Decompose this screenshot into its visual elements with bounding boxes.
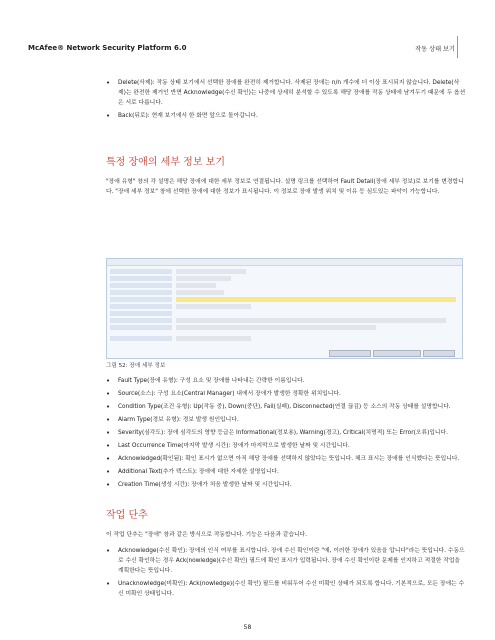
section-paragraph: "장애 유형" 창의 각 설명은 해당 장애에 대한 세부 정보로 연결됩니다. 설명 링크를 선택하여 Fault Detail(장애 세부 정보)로 보기를 변경합니다. "장애 세부 정보" 창에 선택한 장애에 대한 정보가 표시됩니다. 이 정보로 장애 발생 위치 및 이유 등 심도있는 파악이 가능합니다. xyxy=(106,179,464,195)
figure-caption: 그림 52: 장애 세부 정보 xyxy=(106,363,166,369)
section-fault-detail xyxy=(106,153,466,197)
section-action-buttons xyxy=(106,506,466,602)
bullet-alarm-type: • Alarm Type(경보 유형): 경보 발생 원인입니다. xyxy=(106,415,466,425)
fault-detail-screenshot xyxy=(106,258,463,359)
delete-button xyxy=(423,350,455,357)
document-title: McAfee® Network Security Platform 6.0 xyxy=(28,44,187,52)
section-heading: 작업 단추 xyxy=(106,510,148,521)
bullet-acknowledged: • Acknowledged(확인됨): 확인 표시가 없으면 아직 해당 장애를 선택하지 않았다는 뜻입니다. 체크 표시는 장애를 인식했다는 뜻입니다. xyxy=(106,454,466,464)
bullet-back: • Back(뒤로): 현재 보기에서 한 화면 앞으로 돌아갑니다. xyxy=(106,111,466,121)
bullet-delete: • Delete(삭제): 작동 상태 보기에서 선택한 장애를 완전히 제거합니다. 삭제된 장애는 n/n 개수에 더 이상 표시되지 않습니다. Delete(삭제)는 완전한 제거인 반면 Acknowledge(수신 확인)는 나중에 상세히 분석할 수 있도록 해당 장애를 작동 상태에 남겨두기 때문에 두 옵션은 서로 다릅니다. xyxy=(106,78,466,108)
bullet-creation-time: • Creation Time(생성 시간): 장애가 처음 발생한 날짜 및 시간입니다. xyxy=(106,480,466,490)
field-bullet-list xyxy=(106,376,466,493)
bullet-additional-text: • Additional Text(추가 텍스트): 장애에 대한 자세한 설명입니다. xyxy=(106,467,466,477)
bullet-last-occurrence: • Last Occurrence Time(마지막 발생 시간): 장애가 마지막으로 발생한 날짜 및 시간입니다. xyxy=(106,441,466,451)
chapter-title: 작동 상태 보기 xyxy=(415,46,455,53)
acknowledge-button xyxy=(329,350,371,357)
bullet-unacknowledge: • Unacknowledge(미확인): Ack(nowledge)(수신 확인) 필드를 비워두어 수신 미확인 상태가 되도록 합니다. 기본적으로, 모든 장애는 수신 미확인 상태입니다. xyxy=(106,579,466,599)
bullet-fault-type: • Fault Type(장애 유형): 구성 요소 및 장애를 나타내는 간략한 이름입니다. xyxy=(106,376,466,386)
top-bullet-list xyxy=(106,78,466,124)
page-number: 58 xyxy=(243,624,252,631)
bullet-severity: • Severity(심각도): 장애 심각도의 영향 등급은 Informational(정보용), Warning(경고), Critical(치명적) 또는 Error(오류)입니다. xyxy=(106,428,466,438)
unacknowledge-button xyxy=(373,350,421,357)
bullet-condition-type: • Condition Type(조건 유형): Up(작동 중), Down(중단), Fail(실패), Disconnected(연결 끊김) 등 소스의 작동 상태를 설명합니다. xyxy=(106,402,466,412)
section-heading: 특정 장애의 세부 정보 보기 xyxy=(106,157,225,168)
bullet-source: • Source(소스): 구성 요소(Central Manager) 내에서 장애가 발생한 정확한 위치입니다. xyxy=(106,389,466,399)
bullet-acknowledge: • Acknowledge(수신 확인): 장애의 인식 여부를 표시합니다. 장애 수신 확인이란 "예, 이러한 장애가 있음을 압니다"라는 뜻입니다. 수동으로 수신 확인하는 경우 Ack(nowledge)(수신 확인) 필드에 확인 표시가 입력됩니다. 장애 수신 확인이란 문제를 인지하고 적절한 작업을 계획한다는 뜻입니다. xyxy=(106,546,466,576)
section-paragraph: 이 작업 단추는 "장애" 창과 같은 방식으로 작동합니다. 기능은 다음과 같습니다. xyxy=(106,532,308,538)
header-divider xyxy=(457,36,458,58)
